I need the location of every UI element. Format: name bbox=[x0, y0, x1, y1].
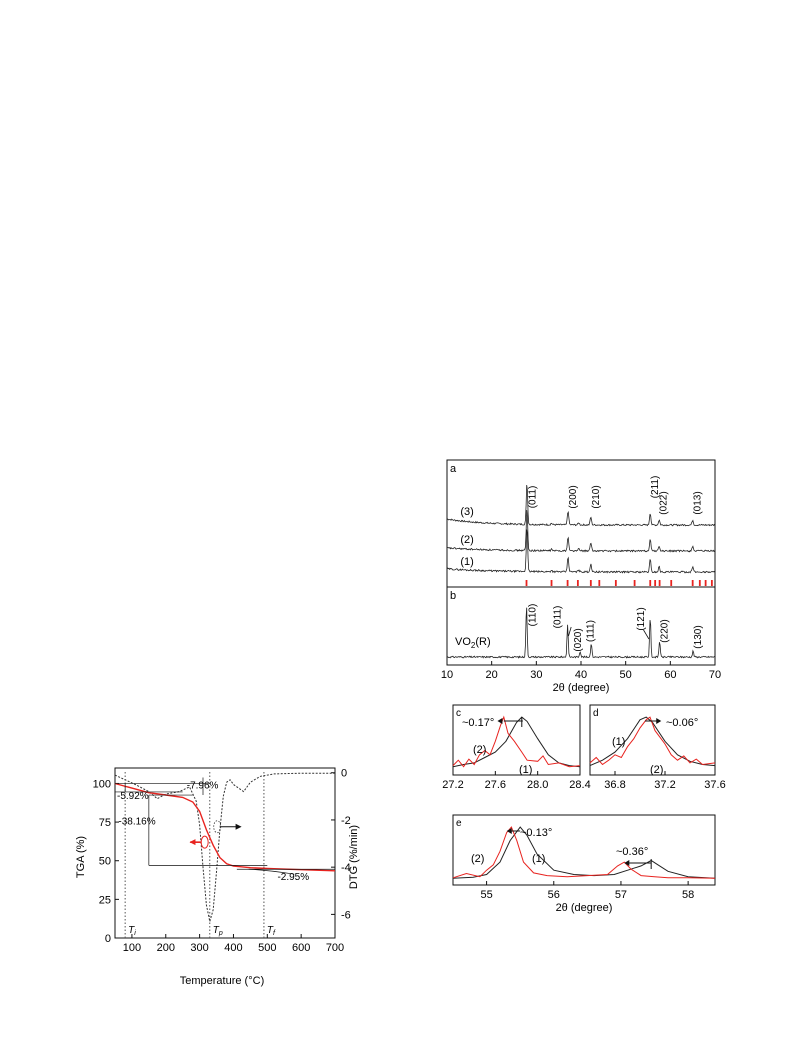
tga-right-tick-label: 0 bbox=[341, 767, 348, 780]
tga-right-tick-label: -6 bbox=[341, 909, 351, 922]
xrd-e-frame bbox=[453, 815, 715, 885]
xrd-b-x-axis-label: 2θ (degree) bbox=[552, 682, 610, 694]
tga-left-axis-label: TGA (%) bbox=[75, 835, 87, 879]
tga-left-tick-label: 75 bbox=[98, 817, 111, 830]
xrd-a-peak-label: (011) bbox=[527, 485, 539, 509]
tga-x-tick-label: 300 bbox=[190, 942, 209, 954]
xrd-e-shift-label: ~0.13° bbox=[520, 827, 553, 839]
xrd-b-peak-label: (111) bbox=[585, 620, 597, 642]
tga-right-tick-label: -2 bbox=[341, 814, 351, 827]
xrd-d-series-label: (2) bbox=[650, 764, 664, 776]
xrd-c-frame bbox=[453, 705, 580, 775]
xrd-e-curve-1 bbox=[453, 827, 715, 878]
xrd-c-x-tick-label: 28.4 bbox=[569, 779, 591, 791]
xrd-b-x-tick-label: 50 bbox=[619, 669, 632, 681]
xrd-b-frame bbox=[447, 587, 715, 665]
tga-right-tick-label: -4 bbox=[341, 862, 351, 875]
xrd-c-panel-letter: c bbox=[456, 708, 461, 719]
xrd-a-panel-letter: a bbox=[450, 463, 457, 475]
xrd-b-x-tick-label: 20 bbox=[485, 669, 498, 681]
xrd-c-x-tick-label: 27.6 bbox=[484, 779, 507, 791]
tga-left-tick-label: 100 bbox=[92, 778, 111, 791]
xrd-a-trace bbox=[447, 510, 715, 552]
xrd-c-shift-arrowhead bbox=[497, 718, 502, 724]
xrd-e-x-tick-label: 58 bbox=[682, 889, 695, 901]
xrd-a-peak-label: (210) bbox=[590, 485, 602, 509]
xrd-a-frame bbox=[447, 460, 715, 587]
xrd-d-x-tick-label: 37.2 bbox=[654, 779, 676, 791]
xrd-a-peak-label: (211) bbox=[650, 475, 662, 499]
xrd-b-peak-label: (020) bbox=[573, 628, 585, 652]
tga-left-tick-label: 0 bbox=[104, 933, 111, 945]
xrd-e-series-label: (2) bbox=[471, 853, 485, 865]
xrd-c-series-label: (2) bbox=[473, 744, 487, 756]
tga-left-tick-label: 50 bbox=[98, 855, 111, 868]
xrd-a-peak-label: (022) bbox=[658, 491, 670, 515]
tga-x-tick-label: 700 bbox=[325, 942, 345, 954]
xrd-panel-d bbox=[590, 705, 726, 791]
xrd-d-panel-letter: d bbox=[593, 708, 599, 719]
xrd-e-x-tick-label: 56 bbox=[547, 889, 560, 901]
tga-x-tick-label: 500 bbox=[258, 942, 277, 954]
xrd-b-x-tick-label: 70 bbox=[708, 669, 722, 681]
xrd-b-peak-label: (011) bbox=[552, 605, 564, 629]
xrd-b-phase-label: $VO_2(R)$ bbox=[455, 636, 491, 650]
tga-annotation: -7.96% bbox=[186, 780, 219, 792]
xrd-d-shift-label: ~0.06° bbox=[666, 717, 699, 729]
xrd-panel-a bbox=[447, 460, 715, 587]
xrd-a-series-label: (1) bbox=[460, 556, 474, 568]
xrd-multi-panel-figure bbox=[420, 455, 726, 935]
tga-plot-area bbox=[115, 772, 335, 938]
xrd-b-x-tick-label: 40 bbox=[574, 669, 588, 681]
tga-left-tick-label: 25 bbox=[98, 894, 111, 907]
xrd-e-series-label: (1) bbox=[532, 853, 546, 865]
tga-annotation: -38.16% bbox=[118, 816, 156, 828]
tga-annotation: -5.92% bbox=[117, 791, 149, 803]
tga-marker-label: $T_p$ bbox=[212, 925, 223, 937]
tga-x-tick-label: 600 bbox=[291, 942, 311, 954]
xrd-b-arrow bbox=[568, 627, 571, 636]
tga-x-tick-label: 400 bbox=[224, 942, 243, 954]
xrd-d-shift-arrowhead bbox=[656, 718, 661, 724]
xrd-e-shift-label: ~0.36° bbox=[616, 846, 649, 858]
xrd-panel-e bbox=[453, 815, 715, 914]
tga-left-arrowhead bbox=[189, 839, 195, 845]
xrd-e-x-tick-label: 55 bbox=[480, 889, 493, 901]
xrd-c-shift-label: ~0.17° bbox=[462, 717, 495, 729]
xrd-b-peak-label: (130) bbox=[693, 625, 705, 649]
xrd-panel-b bbox=[441, 587, 721, 694]
tga-curve-indicator bbox=[201, 836, 208, 848]
xrd-d-x-tick-label: 36.8 bbox=[604, 779, 626, 791]
xrd-e-curve-2 bbox=[453, 827, 715, 878]
xrd-a-peak-label: (200) bbox=[568, 485, 580, 509]
xrd-c-x-tick-label: 27.2 bbox=[442, 779, 464, 791]
tga-marker-label: $T_f$ bbox=[266, 925, 275, 937]
xrd-d-series-label: (1) bbox=[612, 736, 626, 748]
xrd-a-series-label: (3) bbox=[460, 506, 474, 518]
xrd-b-peak-label: (110) bbox=[527, 603, 539, 627]
xrd-b-x-tick-label: 30 bbox=[530, 669, 543, 681]
tga-right-axis-label: DTG (%/min) bbox=[348, 824, 360, 890]
xrd-b-peak-label: (220) bbox=[659, 619, 671, 643]
tga-marker-label: $T_i$ bbox=[128, 925, 136, 937]
xrd-b-x-tick-label: 60 bbox=[664, 669, 677, 681]
xrd-a-peak-label: (013) bbox=[692, 491, 704, 515]
tga-annotation: -2.95% bbox=[277, 872, 310, 884]
xrd-panel-c bbox=[442, 705, 590, 791]
xrd-b-x-tick-label: 10 bbox=[440, 669, 454, 681]
xrd-e-x-axis-label: 2θ (degree) bbox=[555, 902, 613, 914]
xrd-e-x-tick-label: 57 bbox=[614, 889, 628, 901]
tga-x-tick-label: 100 bbox=[122, 942, 142, 954]
xrd-b-peak-label: (121) bbox=[636, 607, 648, 631]
xrd-a-series-label: (2) bbox=[460, 534, 474, 546]
xrd-c-x-tick-label: 28.0 bbox=[526, 779, 549, 791]
xrd-a-trace bbox=[447, 485, 715, 526]
tga-x-axis-label: Temperature (°C) bbox=[179, 975, 265, 987]
xrd-e-panel-letter: e bbox=[456, 818, 462, 829]
xrd-b-panel-letter: b bbox=[450, 590, 457, 602]
dtg-curve-indicator bbox=[214, 821, 221, 833]
tga-dtg-chart bbox=[70, 760, 365, 990]
tga-x-tick-label: 200 bbox=[156, 942, 175, 954]
xrd-d-x-tick-label: 37.6 bbox=[704, 779, 726, 791]
dtg-right-arrowhead bbox=[236, 824, 242, 830]
xrd-c-series-label: (1) bbox=[519, 764, 533, 776]
